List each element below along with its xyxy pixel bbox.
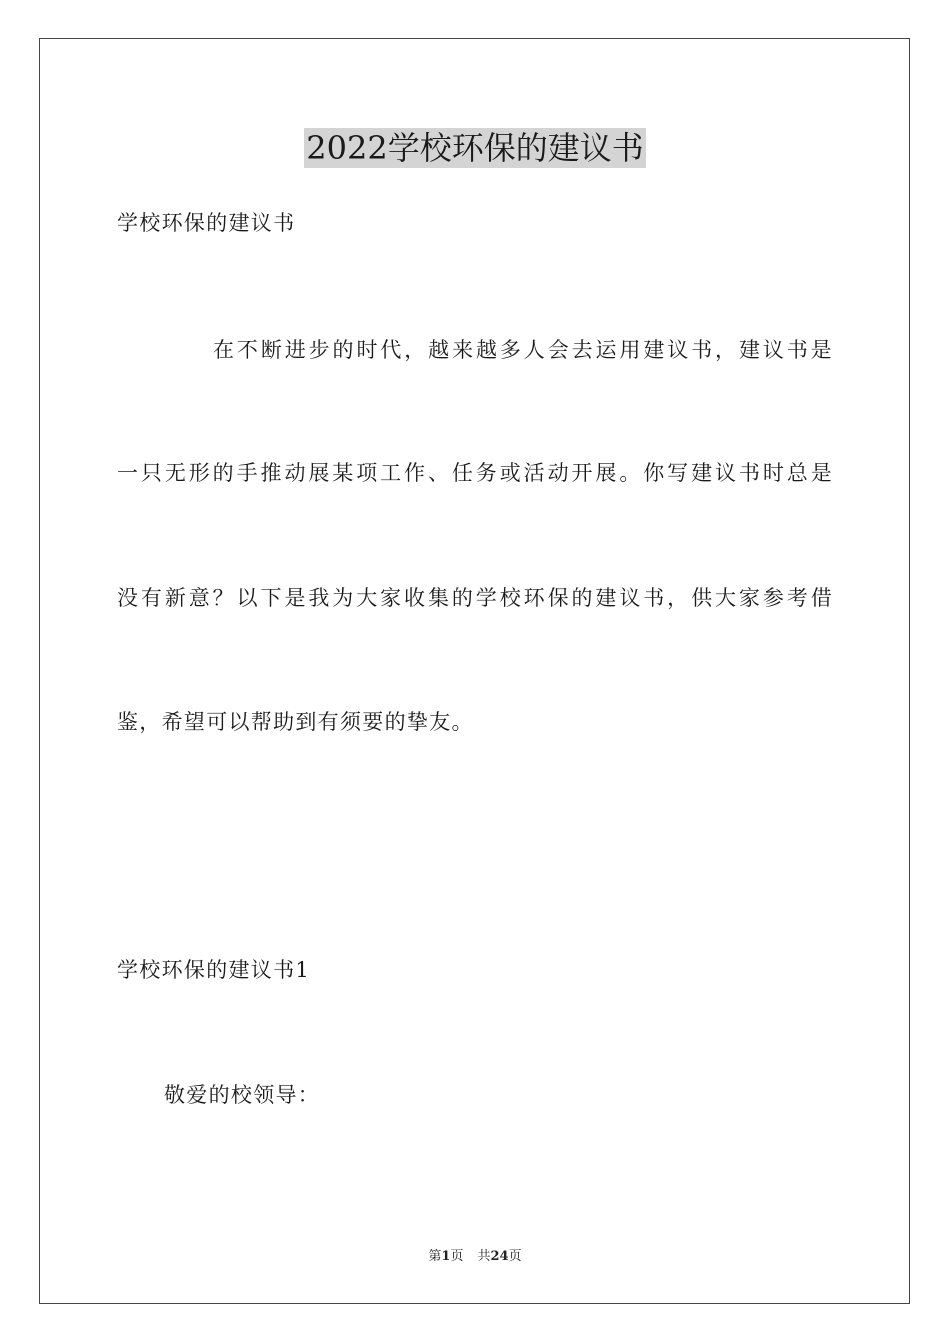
- document-subtitle: 学校环保的建议书: [117, 211, 296, 235]
- page-suffix: 页: [450, 1249, 464, 1264]
- salutation: 敬爱的校领导：: [164, 1083, 321, 1107]
- page-footer: [0, 1248, 950, 1266]
- total-suffix: 页: [508, 1249, 522, 1264]
- document-title-text: 2022学校环保的建议书: [306, 129, 644, 167]
- intro-line-2: 一只无形的手推动展某项工作、任务或活动开展。你写建议书时总是: [117, 461, 833, 485]
- total-prefix: 共: [477, 1249, 491, 1264]
- page-prefix: 第: [428, 1249, 442, 1264]
- page-current: 1: [441, 1249, 451, 1264]
- intro-line-3: 没有新意？以下是我为大家收集的学校环保的建议书，供大家参考借: [117, 586, 833, 610]
- intro-line-1: 在不断进步的时代，越来越多人会去运用建议书，建议书是: [213, 338, 833, 362]
- section-heading: 学校环保的建议书1: [117, 958, 311, 982]
- document-title: [0, 128, 950, 168]
- page-total: 24: [490, 1249, 509, 1264]
- intro-line-4: 鉴，希望可以帮助到有须要的挚友。: [117, 710, 474, 734]
